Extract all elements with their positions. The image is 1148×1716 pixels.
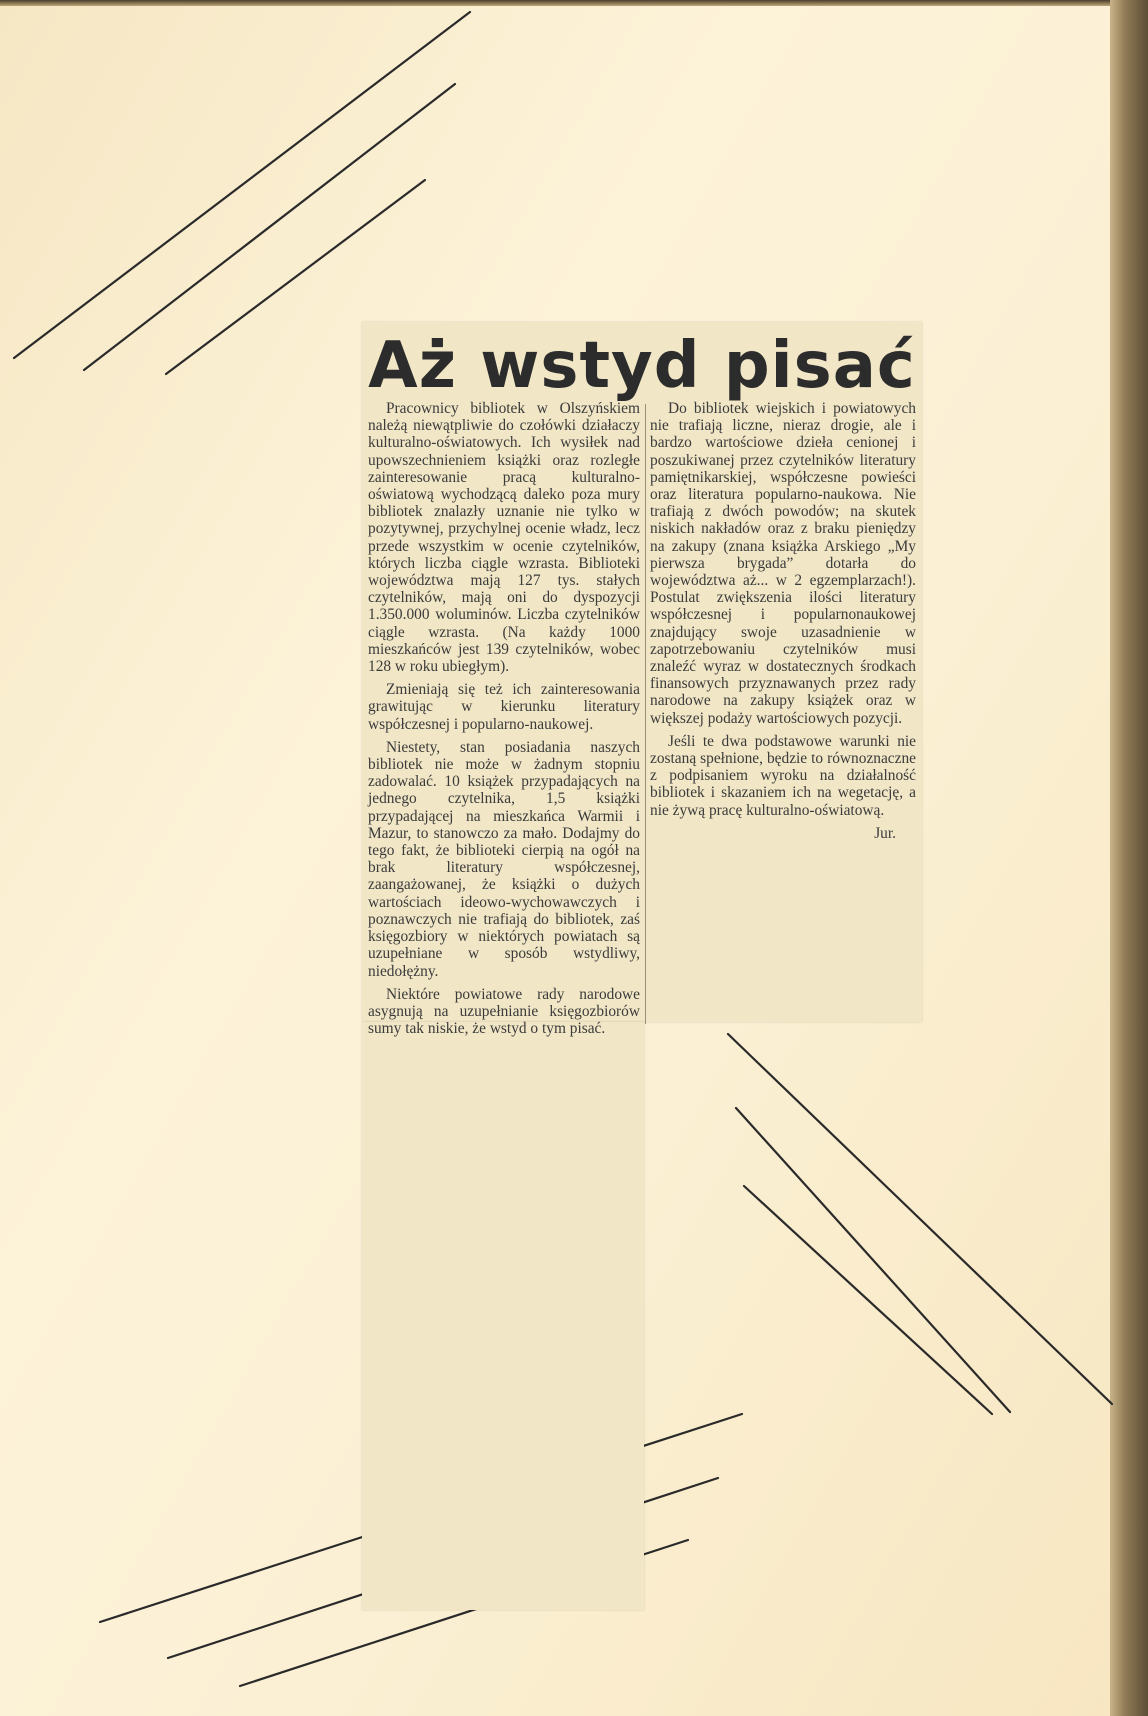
author-signature: Jur. xyxy=(874,824,896,842)
paragraph: Zmieniają się też ich zainteresowania grawitując w kierunku literatury współczesnej i popularno-naukowej. xyxy=(368,681,640,733)
article-left-column xyxy=(368,400,640,1043)
paragraph: Pracownicy bibliotek w Olszyńskiem należą niewątpliwie do czołówki działaczy kulturalno-oświatowych. Ich wysiłek nad upowszechnieniem książki oraz rozległe zainteresowanie pracą kulturalno-oświatową wychodzącą daleko poza mury bibliotek znalazły uznanie nie tylko w pozytywnej, przychylnej ocenie władz, lecz przede wszystkim w ocenie czytelników, których liczba ciągle wzrasta. Biblioteki województwa mają 127 tys. stałych czytelników, mają oni do dyspozycji 1.350.000 woluminów. Liczba czytelników ciągle wzrasta. (Na każdy 1000 mieszkańców jest 139 czytelników, wobec 128 w roku ubiegłym). xyxy=(368,400,640,676)
paragraph: Jeśli te dwa podstawowe warunki nie zostaną spełnione, będzie to równoznaczne z podpisaniem wyroku na działalność bibliotek i skazaniem ich na wegetację, a nie żywą pracę kulturalno-oświatową. xyxy=(650,732,916,819)
paragraph: Do bibliotek wiejskich i powiatowych nie trafiają liczne, nieraz drogie, ale i bardzo wartościowe dzieła cenionej i poszukiwanej przez czytelników literatury pamiętnikarskiej, współczesne powieści oraz literatura popularno-naukowa. Nie trafiają z dwóch powodów; na skutek niskich nakładów oraz z braku pieniędzy na zakupy (znana książka Arskiego „My pierwsza brygada” dotarła do województwa aż... w 2 egzemplarzach!). Postulat zwiększenia ilości literatury współczesnej i popularnonaukowej znajdujący swoje uzasadnienie w zapotrzebowaniu czytelników musi znaleźć wyraz w dostatecznych środkach finansowych przyznawanych przez rady narodowe na zakupy książek oraz w większej podaży wartościowych pozycji. xyxy=(650,400,916,727)
article-headline: Aż wstyd pisać xyxy=(368,329,916,403)
paragraph: Niestety, stan posiadania naszych bibliotek nie może w żadnym stopniu zadowalać. 10 książek przypadających na jednego czytelnika, 1,5 książki przypadającej na mieszkańca Warmii i Mazur, to stanowczo za mało. Dodajmy do tego fakt, że bibliotekі cierpią na ogół na brak literatury współczesnej, zaangażowanej, że książki o dużych wartościach ideowo-wychowawczych i poznawczych nie trafiają do bibliotek, zaś księgozbiory w niektórych powiatach są uzupełniane w sposób wstydliwy, niedołężny. xyxy=(368,738,640,980)
decor-line-top-1 xyxy=(14,12,470,358)
newspaper-clipping xyxy=(362,322,922,1292)
article-right-column xyxy=(650,400,916,842)
column-divider xyxy=(645,404,646,1024)
clipping-paper-left-strip xyxy=(362,1022,644,1610)
paragraph: Niektóre powiatowe rady narodowe asygnują na uzupełnianie księgozbiorów sumy tak niskie, że wstyd o tym pisać. xyxy=(368,985,640,1038)
